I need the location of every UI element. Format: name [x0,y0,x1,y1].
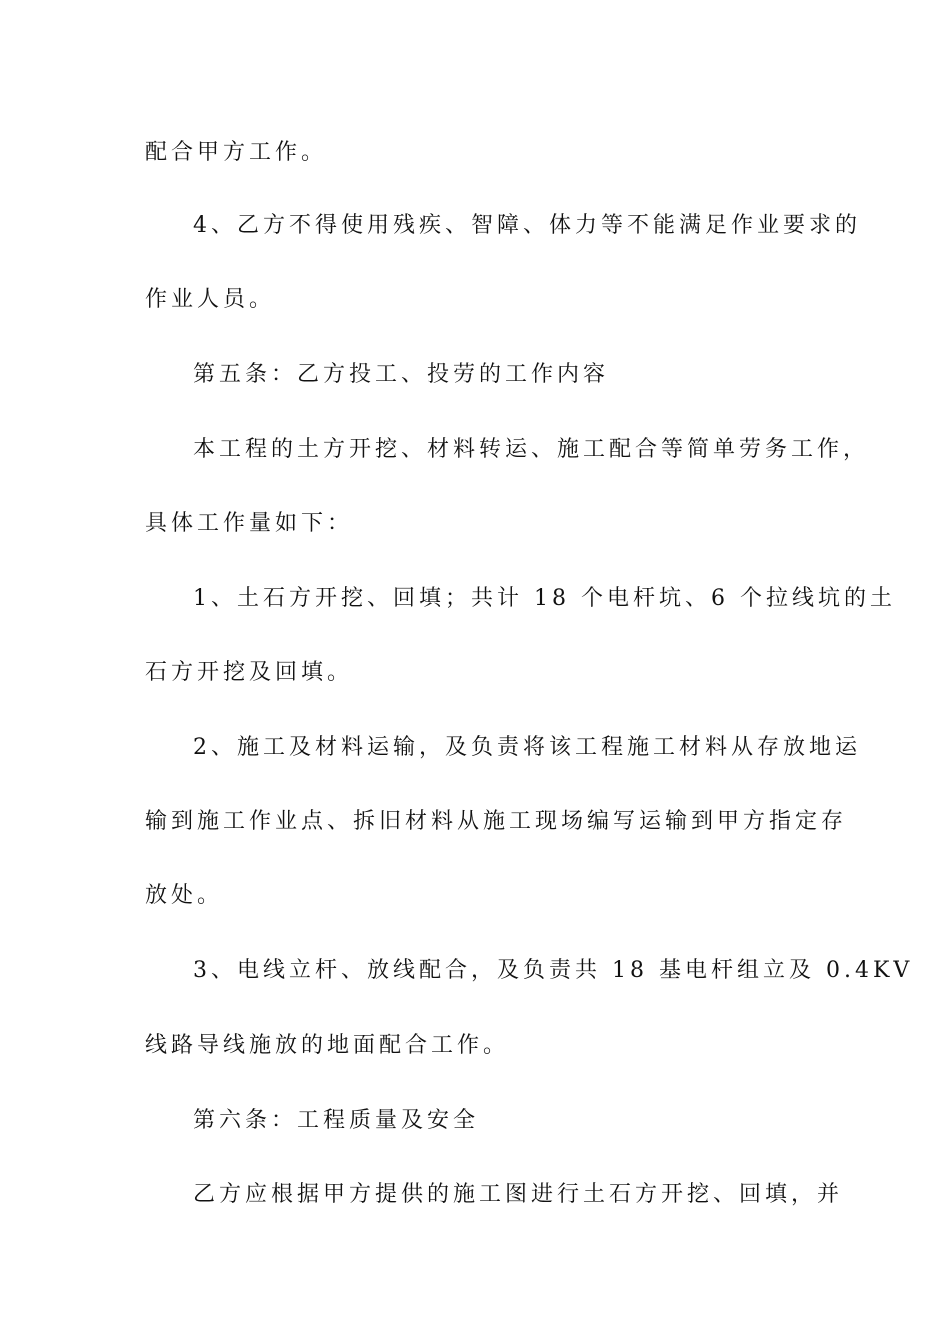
article-6-body: 乙方应根据甲方提供的施工图进行土石方开挖、回填，并 [193,1182,844,1207]
section-heading-article-6: 第六条：工程质量及安全 [193,1108,480,1133]
section-heading-article-5: 第五条：乙方投工、投劳的工作内容 [193,362,610,387]
work-item-2-continuation: 输到施工作业点、拆旧材料从施工现场编写运输到甲方指定存 [145,809,848,834]
work-item-1: 1、土石方开挖、回填；共计 18 个电杆坑、6 个拉线坑的土 [193,586,896,611]
clause-item-4: 4、乙方不得使用残疾、智障、体力等不能满足作业要求的 [193,213,861,238]
article-5-intro: 本工程的土方开挖、材料转运、施工配合等简单劳务工作， [193,437,870,462]
clause-item-4-continuation: 作业人员。 [145,287,276,312]
article-5-intro-continuation: 具体工作量如下： [145,511,354,536]
paragraph-continuation: 配合甲方工作。 [145,140,328,165]
work-item-1-continuation: 石方开挖及回填。 [145,660,354,685]
work-item-3: 3、电线立杆、放线配合，及负责共 18 基电杆组立及 0.4KV [193,958,914,983]
work-item-3-continuation: 线路导线施放的地面配合工作。 [145,1033,510,1058]
work-item-2: 2、施工及材料运输，及负责将该工程施工材料从存放地运 [193,735,861,760]
work-item-2-continuation-end: 放处。 [145,883,224,908]
